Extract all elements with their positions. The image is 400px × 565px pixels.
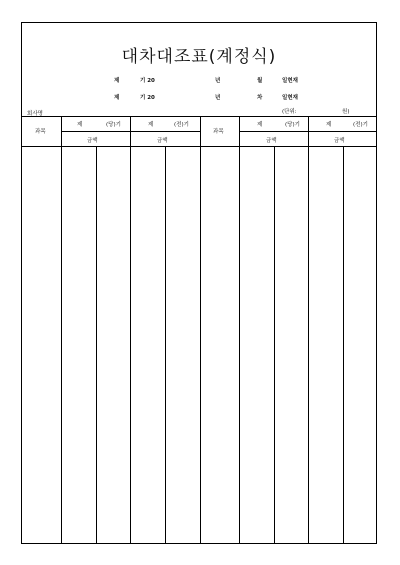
col-line-2	[96, 146, 97, 544]
col-line-8	[308, 116, 309, 544]
left-current-header-1: 제	[77, 122, 83, 128]
period-row-1-label-3: 년	[215, 78, 221, 84]
period-row-2-label-3: 년	[215, 95, 221, 101]
col-line-1	[61, 116, 62, 544]
right-subject-header: 과목	[213, 129, 224, 135]
balance-sheet-form	[21, 22, 377, 544]
period-row-1-label-4: 월	[257, 78, 263, 84]
col-line-9	[343, 146, 344, 544]
left-subject-header: 과목	[35, 129, 46, 135]
company-label: 회사명	[27, 111, 43, 117]
account-table	[22, 116, 376, 544]
col-line-4	[165, 146, 166, 544]
col-line-3	[130, 116, 131, 544]
period-row-2-label-2: 기 20	[140, 95, 155, 101]
left-current-amount-header: 금액	[87, 138, 98, 144]
right-prior-header-2: (전)기	[353, 122, 368, 128]
period-row-1-label-2: 기 20	[140, 78, 155, 84]
right-prior-amount-header: 금액	[334, 138, 345, 144]
right-prior-header-1: 제	[326, 122, 332, 128]
col-line-5	[200, 116, 201, 544]
left-prior-header-2: (전)기	[174, 122, 189, 128]
period-row-1-label-5: 일현재	[282, 78, 298, 84]
left-prior-header-1: 제	[148, 122, 154, 128]
right-current-header-2: (당)기	[285, 122, 300, 128]
right-current-amount-header: 금액	[266, 138, 277, 144]
form-title: 대차대조표(계정식)	[121, 47, 277, 67]
header-bottom-rule	[22, 146, 376, 147]
unit-label: (단위:	[282, 109, 297, 115]
col-line-6	[239, 116, 240, 544]
table-top-rule	[22, 116, 376, 117]
period-row-2-label-5: 일현재	[282, 95, 298, 101]
right-current-header-1: 제	[257, 122, 263, 128]
unit-close: 원)	[342, 109, 350, 115]
col-line-7	[274, 146, 275, 544]
period-row-2-label-1: 제	[114, 95, 120, 101]
period-row-1-label-1: 제	[114, 78, 120, 84]
left-prior-amount-header: 금액	[157, 138, 168, 144]
period-row-2-label-4: 차	[257, 95, 263, 101]
left-current-header-2: (당)기	[106, 122, 121, 128]
